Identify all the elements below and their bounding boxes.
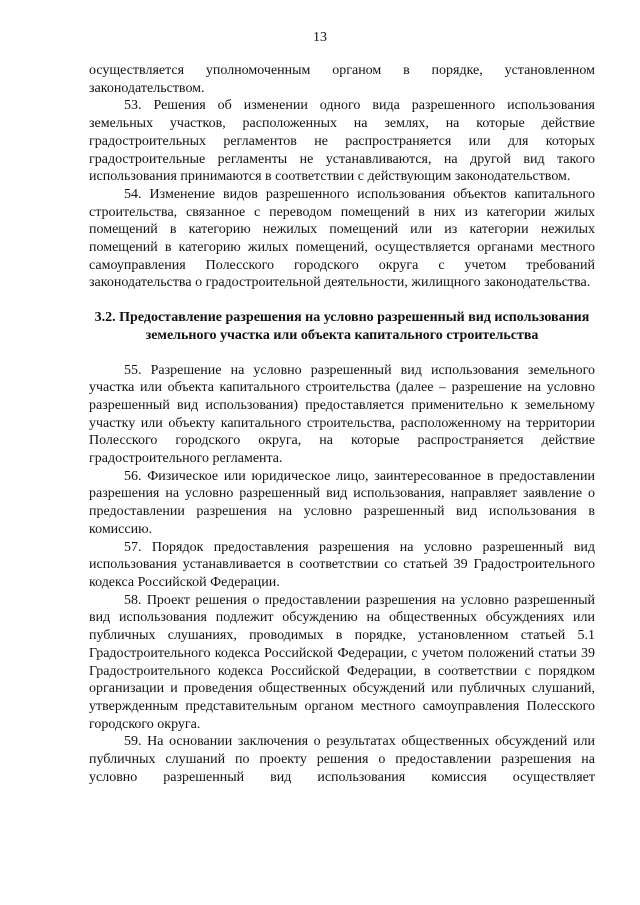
paragraph-57: 57. Порядок предоставления разрешения на условно разрешенный вид использования устанавливается в соответствии со статьей 39 Градостроительного кодекса Российской Федерации. bbox=[89, 539, 595, 590]
paragraph-53: 53. Решения об изменении одного вида разрешенного использования земельных участков, расположенных на землях, на которые действие градостроительных регламентов не распространяется или для которых градостроительные регламенты не устанавливаются, на другой вид такого использования принимаются в соответствии с действующим законодательством. bbox=[89, 98, 595, 185]
page-number: 13 bbox=[313, 30, 327, 45]
paragraph-55: 55. Разрешение на условно разрешенный вид использования земельного участка или объекта капитального строительства (далее – разрешение на условно разрешенный вид использования) предоставляется применительно к земельному участку или объекту капитального строительства, расположенному на территории Полесского городского округа, на которые распространяется действие градостроительного регламента. bbox=[89, 362, 595, 467]
paragraph-54: 54. Изменение видов разрешенного использования объектов капитального строительства, связанное с переводом помещений в них из категории жилых помещений в категорию нежилых помещений или из категории нежилых помещений в категорию жилых помещений, осуществляется органами местного самоуправления Полесского городского округа с учетом требований законодательства о градостроительной деятельности, жилищного законодательства. bbox=[89, 186, 595, 291]
paragraph-56: 56. Физическое или юридическое лицо, заинтересованное в предоставлении разрешения на условно разрешенный вид использования, направляет заявление о предоставлении разрешения на условно разрешенный вид использования в комиссию. bbox=[89, 468, 595, 537]
paragraph-59: 59. На основании заключения о результатах общественных обсуждений или публичных слушаний по проекту решения о предоставлении разрешения на условно разрешенный вид использования комиссия осуществляет bbox=[89, 734, 595, 785]
section-heading: 3.2. Предоставление разрешения на условно разрешенный вид использования земельного участка или объекта капитального строительства bbox=[94, 310, 590, 343]
document-body bbox=[89, 62, 595, 786]
paragraph-58: 58. Проект решения о предоставлении разрешения на условно разрешенный вид использования подлежит обсуждению на общественных обсуждениях или публичных слушаниях, проводимых в порядке, установленном статьей 5.1 Градостроительного кодекса Российской Федерации, с учетом положений статьи 39 Градостроительного кодекса Российской Федерации, в соответствии с порядком организации и проведения общественных обсуждений или публичных слушаний, утвержденным представительным органом местного самоуправления Полесского городского округа. bbox=[89, 592, 595, 732]
paragraph-continuation: осуществляется уполномоченным органом в порядке, установленном законодательством. bbox=[89, 63, 595, 96]
